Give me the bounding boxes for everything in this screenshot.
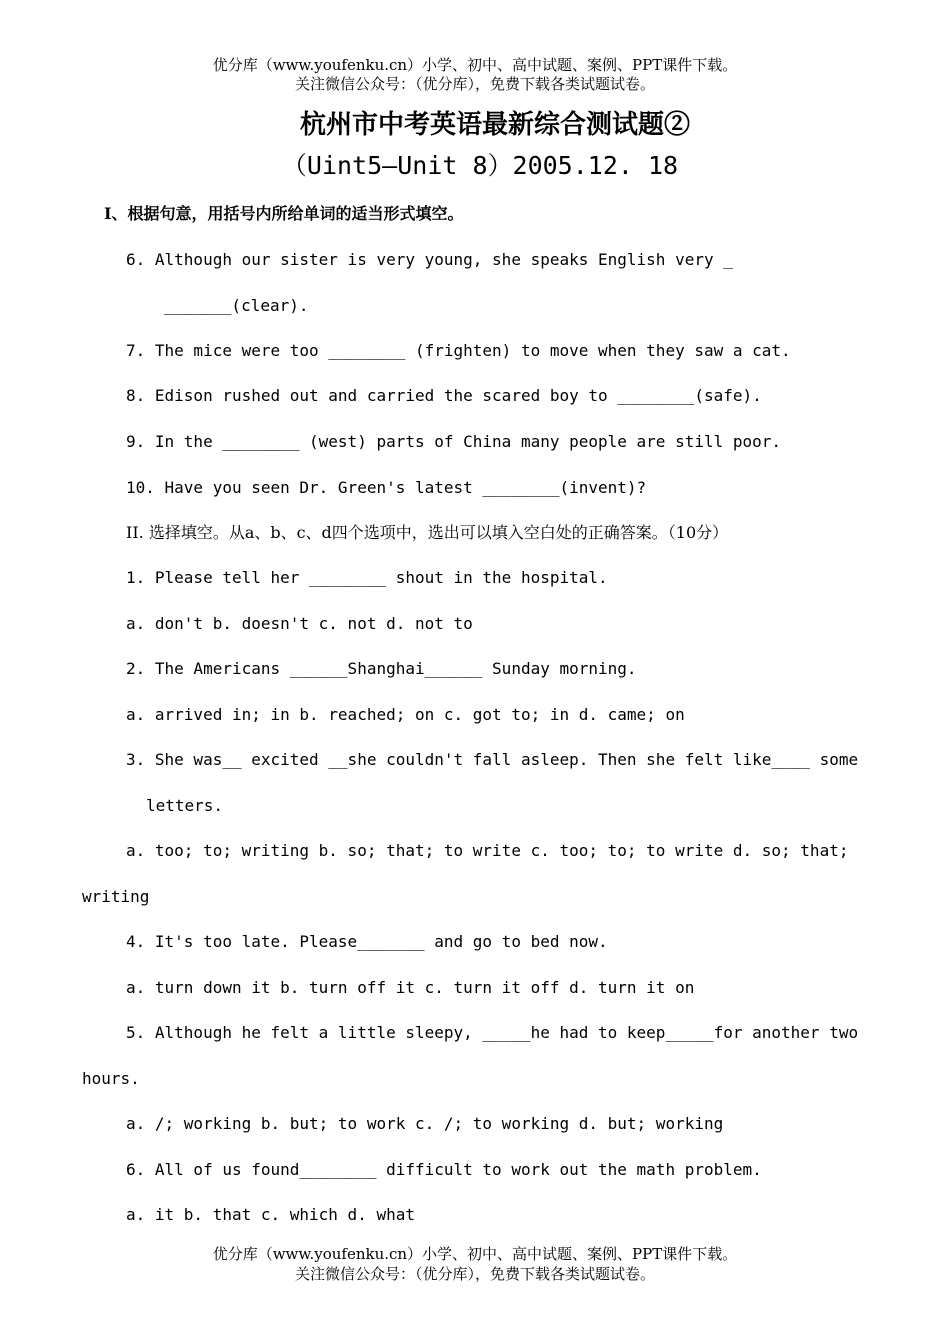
s1-q7: 7. The mice were too ________ (frighten) to move when they saw a cat. — [126, 341, 791, 360]
s2-q3-options-line1: a. too; to; writing b. so; that; to write c. too; to; to write d. so; that; — [126, 841, 849, 860]
s2-q5-options: a. /; working b. but; to work c. /; to working d. but; working — [126, 1114, 724, 1133]
header-line-2: 关注微信公众号：（优分库），免费下载各类试题试卷。 — [294, 75, 655, 93]
section2-heading: II. 选择填空。从a、b、c、d四个选项中，选出可以填入空白处的正确答案。（10分） — [126, 523, 729, 542]
page-title: 杭州市中考英语最新综合测试题② — [299, 110, 690, 140]
s2-q5-line2: hours. — [82, 1069, 140, 1088]
page-subtitle: （Uint5—Unit 8）2005.12. 18 — [281, 151, 679, 180]
s2-q4-options: a. turn down it b. turn off it c. turn it off d. turn it on — [126, 978, 695, 997]
s2-q6: 6. All of us found________ difficult to work out the math problem. — [126, 1160, 762, 1179]
s2-q3-options-line2: writing — [82, 887, 150, 906]
s2-q2-options: a. arrived in; in b. reached; on c. got to; in d. came; on — [126, 705, 685, 724]
footer-line-2: 关注微信公众号：（优分库），免费下载各类试题试卷。 — [294, 1265, 655, 1283]
s2-q1: 1. Please tell her ________ shout in the hospital. — [126, 568, 608, 587]
s2-q2: 2. The Americans ______Shanghai______ Sunday morning. — [126, 659, 637, 678]
s2-q6-options: a. it b. that c. which d. what — [126, 1205, 415, 1224]
s1-q6-line1: 6. Although our sister is very young, she speaks English very _ — [126, 250, 733, 269]
s2-q4: 4. It's too late. Please_______ and go to bed now. — [126, 932, 608, 951]
footer-line-1: 优分库（www.youfenku.cn）小学、初中、高中试题、案例、PPT课件下载。 — [212, 1245, 738, 1263]
s1-q9: 9. In the ________ (west) parts of China many people are still poor. — [126, 432, 782, 451]
s2-q3-line1: 3. She was__ excited __she couldn't fall asleep. Then she felt like____ some — [126, 750, 859, 769]
section1-heading: Ⅰ、根据句意，用括号内所给单词的适当形式填空。 — [104, 204, 464, 223]
header-line-1: 优分库（www.youfenku.cn）小学、初中、高中试题、案例、PPT课件下载。 — [212, 56, 738, 74]
s1-q10: 10. Have you seen Dr. Green's latest ________(invent)? — [126, 478, 647, 497]
s1-q6-line2: _______(clear). — [164, 296, 309, 315]
s2-q5-line1: 5. Although he felt a little sleepy, _____he had to keep_____for another two — [126, 1023, 859, 1042]
s2-q1-options: a. don't b. doesn't c. not d. not to — [126, 614, 473, 633]
s1-q8: 8. Edison rushed out and carried the scared boy to ________(safe). — [126, 386, 762, 405]
s2-q3-line2: letters. — [146, 796, 224, 815]
